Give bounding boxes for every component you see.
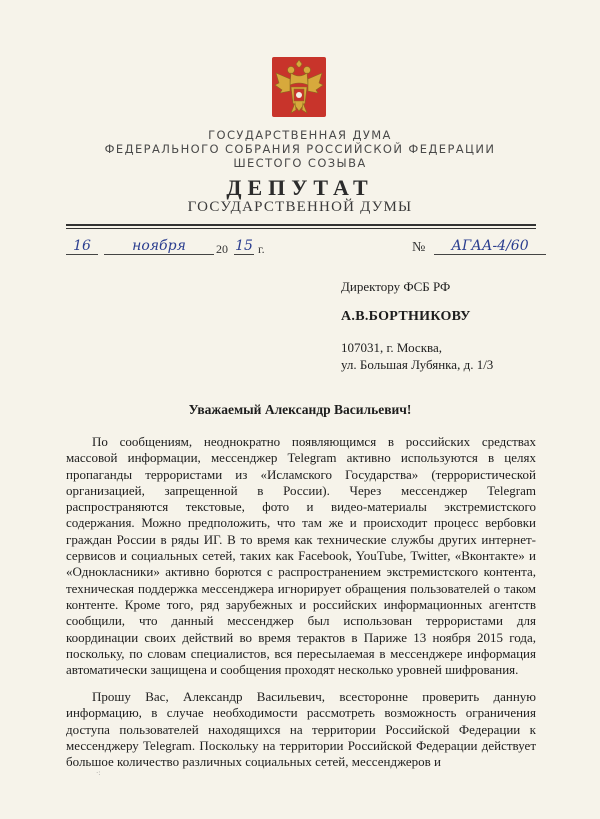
- number-sign: №: [412, 240, 426, 255]
- body-paragraph-2: Прошу Вас, Александр Васильевич, всесторонне проверить данную информацию, в случае необходимости рассмотреть возможность ограничения доступа пользователей находящихся на территории Российской Федерации к мессенджеру Telegram. Поскольку на территории Российской Федерации действует большое количество различных социальных сетей, мессенджеров и: [66, 689, 536, 770]
- letterhead-subtitle: ГОСУДАРСТВЕННОЙ ДУМЫ: [187, 199, 413, 215]
- letterhead-title: ДЕПУТАТ: [226, 175, 374, 200]
- addressee-name: А.В.БОРТНИКОВУ: [341, 309, 471, 324]
- org-line-2: ФЕДЕРАЛЬНОГО СОБРАНИЯ РОССИЙСКОЙ ФЕДЕРАЦИИ: [104, 142, 496, 156]
- salutation: Уважаемый Александр Васильевич!: [188, 402, 412, 417]
- date-month: ноября: [104, 238, 214, 255]
- org-line-1: ГОСУДАРСТВЕННАЯ ДУМА: [208, 128, 392, 142]
- date-year-suffix: 15: [235, 238, 253, 254]
- body-paragraph-1: По сообщениям, неоднократно появляющимся в российских средствах массовой информации, мессенджер Telegram активно используются в целях пропаганды террористами из «Исламского Государства» (террористической организацией, запрещенной в России). Через мессенджер Telegram распространяются текстовые, фото и видео-материалы экстремистского содержания. Можно предположить, что там же и происходит процесс вербовки граждан России в ряды ИГ. В то время как технические службы других интернет-сервисов и социальных сетей, таких как Facebook, YouTube, Twitter, «Вконтакте» и «Однокласники» активно борются с распространением экстремистского контента, техническая поддержка мессенджера игнорирует обращения пользователей о таком контенте. Кроме того, ряд зарубежных и российских информационных агентств сообщили, что данный мессенджер был использован террористами для координации своих действий во время терактов в Париже 13 ноября 2015 года, поскольку, по словам специалистов, вся пересылаемая в мессенджере информация автоматически защищена и сообщения проходят несколько уровней шифрования.: [66, 434, 536, 678]
- header-divider-thin: [66, 228, 536, 229]
- addressee-address-line-2: ул. Большая Лубянка, д. 1/3: [341, 357, 494, 372]
- org-line-3: ШЕСТОГО СОЗЫВА: [233, 156, 367, 170]
- document-number: АГАА-4/60: [434, 238, 546, 255]
- date-year-abbr: г.: [258, 242, 265, 256]
- date-day: 16: [66, 238, 98, 255]
- russian-coat-of-arms-icon: [272, 57, 326, 117]
- addressee-address-line-1: 107031, г. Москва,: [341, 340, 442, 355]
- date-year-prefix: 20: [216, 242, 228, 256]
- organization-header: [0, 128, 600, 170]
- date-number-line: [66, 238, 546, 262]
- addressee-position: Директору ФСБ РФ: [341, 279, 451, 294]
- header-divider: [66, 224, 536, 226]
- faint-mark-icon: ·:: [96, 769, 101, 777]
